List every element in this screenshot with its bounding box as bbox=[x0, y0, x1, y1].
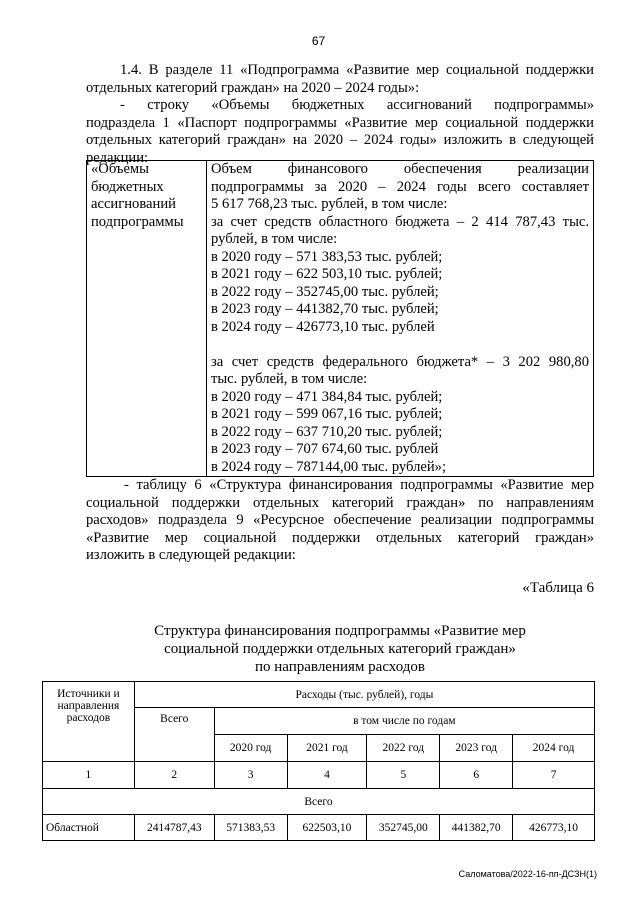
passport-left-line: «Объемы bbox=[91, 161, 149, 177]
cell-value: 571383,53 bbox=[214, 815, 287, 841]
passport-right-line: подпрограммы за 2020 – 2024 годы всего составляет bbox=[211, 178, 589, 195]
intro-line: отдельных категорий граждан» на 2020 – 2024 годы» изложить в следующей bbox=[86, 132, 594, 148]
header-year-2021: 2021 год bbox=[287, 735, 367, 762]
page-number: 67 bbox=[311, 34, 326, 48]
table-title-line: по направлениям расходов bbox=[254, 659, 425, 675]
col-number: 5 bbox=[367, 762, 440, 789]
header-year-2024: 2024 год bbox=[513, 735, 595, 762]
header-year-2023: 2023 год bbox=[440, 735, 513, 762]
col-number: 6 bbox=[440, 762, 513, 789]
passport-right-line bbox=[211, 336, 589, 354]
passport-left-line: подпрограммы bbox=[91, 213, 184, 230]
table-label: «Таблица 6 bbox=[522, 580, 594, 596]
intro-line: подраздела 1 «Паспорт подпрограммы «Развитие мер социальной поддержки bbox=[86, 114, 594, 131]
passport-right-line: в 2020 году – 571 383,53 тыс. рублей; bbox=[211, 248, 443, 265]
table6-paragraph bbox=[86, 477, 594, 565]
intro-line: - строку «Объемы бюджетных ассигнований подпрограммы» bbox=[120, 97, 594, 113]
passport-right-line: в 2023 году – 441382,70 тыс. рублей; bbox=[211, 301, 439, 317]
header-expenses: Расходы (тыс. рублей), годы bbox=[134, 682, 594, 708]
passport-right-line: в 2023 году – 707 674,60 тыс. рублей bbox=[211, 441, 439, 457]
col-number: 3 bbox=[214, 762, 287, 789]
col-number: 7 bbox=[513, 762, 595, 789]
passport-right-line: 5 617 768,23 тыс. рублей, в том числе: bbox=[211, 196, 448, 212]
table-title-line: Структура финансирования подпрограммы «Развитие мер bbox=[154, 623, 526, 639]
passport-right-line: в 2021 году – 622 503,10 тыс. рублей; bbox=[211, 266, 443, 282]
header-sources: Источники и направления расходов bbox=[43, 682, 135, 762]
table-row bbox=[43, 815, 595, 841]
cell-value: 2414787,43 bbox=[134, 815, 214, 841]
passport-right-line: рублей, в том числе: bbox=[211, 231, 338, 247]
passport-right-cell bbox=[207, 161, 594, 477]
para-line: «Развитие мер социальной поддержки отдельных категорий граждан» bbox=[86, 529, 594, 546]
intro-paragraph bbox=[86, 62, 594, 167]
passport-left-cell bbox=[87, 161, 207, 477]
passport-right-line: за счет средств областного бюджета – 2 414 787,43 тыс. bbox=[211, 213, 589, 230]
table-title-line: социальной поддержки отдельных категорий граждан» bbox=[164, 641, 516, 657]
passport-right-line: в 2024 году – 787144,00 тыс. рублей»; bbox=[211, 458, 447, 475]
footer-reference: Саломатова/2022-16-пп-ДСЗН(1) bbox=[458, 869, 597, 879]
para-line: - таблицу 6 «Структура финансирования подпрограммы «Развитие мер bbox=[124, 477, 594, 493]
passport-right-line: в 2022 году – 352745,00 тыс. рублей; bbox=[211, 283, 439, 300]
row-label: Областной bbox=[43, 815, 135, 841]
para-line: изложить в следующей редакции: bbox=[86, 547, 296, 563]
intro-line: редакции: bbox=[86, 149, 149, 166]
passport-right-line: за счет средств федерального бюджета* – 3 202 980,80 bbox=[211, 353, 589, 370]
para-line: социальной поддержки отдельных категорий граждан» по направлениям bbox=[86, 494, 594, 511]
col-number: 4 bbox=[287, 762, 367, 789]
passport-table bbox=[86, 160, 594, 477]
passport-right-line: тыс. рублей, в том числе: bbox=[211, 371, 368, 387]
col-number: 2 bbox=[134, 762, 214, 789]
cell-value: 441382,70 bbox=[440, 815, 513, 841]
cell-value: 352745,00 bbox=[367, 815, 440, 841]
passport-right-line: Объем финансового обеспечения реализации bbox=[211, 161, 589, 177]
passport-left-line: ассигнований bbox=[91, 196, 176, 212]
passport-right-line: в 2022 году – 637 710,20 тыс. рублей; bbox=[211, 423, 443, 440]
header-year-2020: 2020 год bbox=[214, 735, 287, 762]
table-title bbox=[86, 622, 594, 676]
passport-left-line: бюджетных bbox=[91, 178, 164, 195]
cell-value: 622503,10 bbox=[287, 815, 367, 841]
header-year-2022: 2022 год bbox=[367, 735, 440, 762]
col-number: 1 bbox=[43, 762, 135, 789]
passport-right-line: в 2020 году – 471 384,84 тыс. рублей; bbox=[211, 388, 443, 405]
header-total: Всего bbox=[134, 708, 214, 762]
financing-table bbox=[42, 681, 595, 841]
para-line: расходов» подраздела 9 «Ресурсное обеспечение реализации подпрограммы bbox=[86, 512, 594, 528]
section-total-row: Всего bbox=[43, 789, 595, 815]
passport-right-line: в 2021 году – 599 067,16 тыс. рублей; bbox=[211, 406, 443, 422]
intro-line: 1.4. В разделе 11 «Подпрограмма «Развитие мер социальной поддержки bbox=[120, 62, 594, 78]
intro-line: отдельных категорий граждан» на 2020 – 2024 годы»: bbox=[86, 79, 420, 96]
header-by-year: в том числе по годам bbox=[214, 708, 594, 735]
passport-right-line: в 2024 году – 426773,10 тыс. рублей bbox=[211, 318, 435, 335]
cell-value: 426773,10 bbox=[513, 815, 595, 841]
